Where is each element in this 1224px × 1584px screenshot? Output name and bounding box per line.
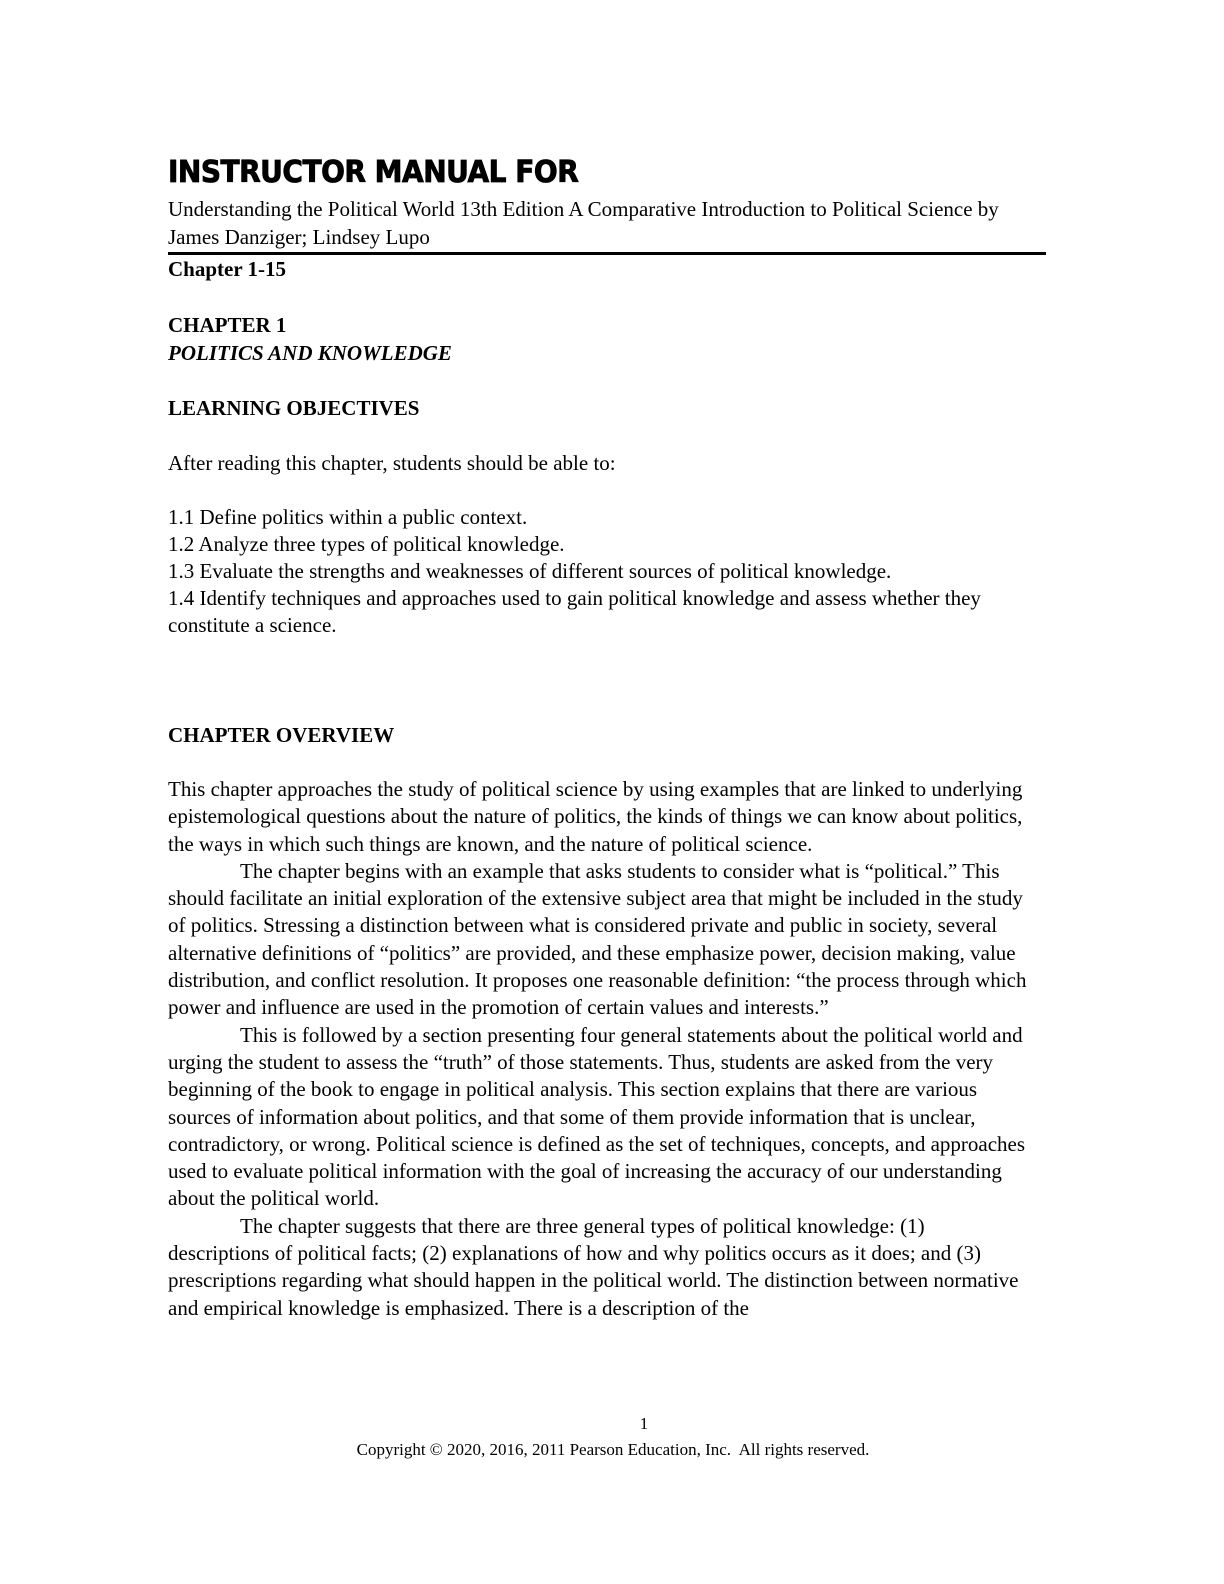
overview-paragraph: The chapter suggests that there are three general types of political knowledge: (1) descriptions of political facts; (2) explanations of how and why politics occurs as it does; and (3) prescriptions regarding what should happen in the political world. The distinction between normative and empirical knowledge is emphasized. There is a description of the	[168, 1213, 1019, 1320]
learning-objective-item: 1.3 Evaluate the strengths and weaknesses of different sources of political knowledge.	[168, 559, 892, 583]
overview-paragraph: The chapter begins with an example that asks students to consider what is “political.” This should facilitate an initial exploration of the extensive subject area that might be included in the study of politics. Stressing a distinction between what is considered private and public in society, several alternative definitions of “politics” are provided, and these emphasize power, decision making, value distribution, and conflict resolution. It proposes one reasonable definition: “the process through which power and influence are used in the promotion of certain values and interests.”	[168, 858, 1027, 1020]
overview-paragraph: This is followed by a section presenting four general statements about the political world and urging the student to assess the “truth” of those statements. Thus, students are asked from the very beginning of the book to engage in political analysis. This section explains that there are various sources of information about politics, and that some of them provide information that is unclear, contradictory, or wrong. Political science is defined as the set of techniques, concepts, and approaches used to evaluate political information with the goal of increasing the accuracy of our understanding about the political world.	[168, 1022, 1026, 1211]
learning-objective-item: 1.1 Define politics within a public context.	[168, 505, 528, 529]
chapter-range: Chapter 1-15	[168, 257, 287, 281]
learning-objectives-intro: After reading this chapter, students should be able to:	[168, 451, 616, 475]
chapter-overview-heading: CHAPTER OVERVIEW	[168, 723, 395, 747]
chapter-overview-body	[168, 776, 1048, 1322]
overview-paragraph: This chapter approaches the study of political science by using examples that are linked to underlying epistemological questions about the nature of politics, the kinds of things we can know about politics, the ways in which such things are known, and the nature of political science.	[168, 777, 1023, 856]
chapter-number: CHAPTER 1	[168, 313, 287, 337]
book-subtitle: Understanding the Political World 13th Edition A Comparative Introduction to Political Science by James Danziger; Lindsey Lupo	[168, 195, 1046, 255]
learning-objective-item: 1.2 Analyze three types of political knowledge.	[168, 532, 565, 556]
copyright-notice: Copyright © 2020, 2016, 2011 Pearson Education, Inc. All rights reserved.	[356, 1440, 870, 1459]
page-number: 1	[639, 1414, 649, 1433]
learning-objectives-list	[168, 504, 1048, 639]
learning-objective-item: 1.4 Identify techniques and approaches used to gain political knowledge and assess whether they constitute a science.	[168, 586, 981, 637]
document-page	[168, 150, 1048, 1322]
chapter-name: POLITICS AND KNOWLEDGE	[168, 341, 452, 365]
learning-objectives-heading: LEARNING OBJECTIVES	[168, 396, 420, 420]
manual-title: INSTRUCTOR MANUAL FOR	[168, 153, 579, 190]
